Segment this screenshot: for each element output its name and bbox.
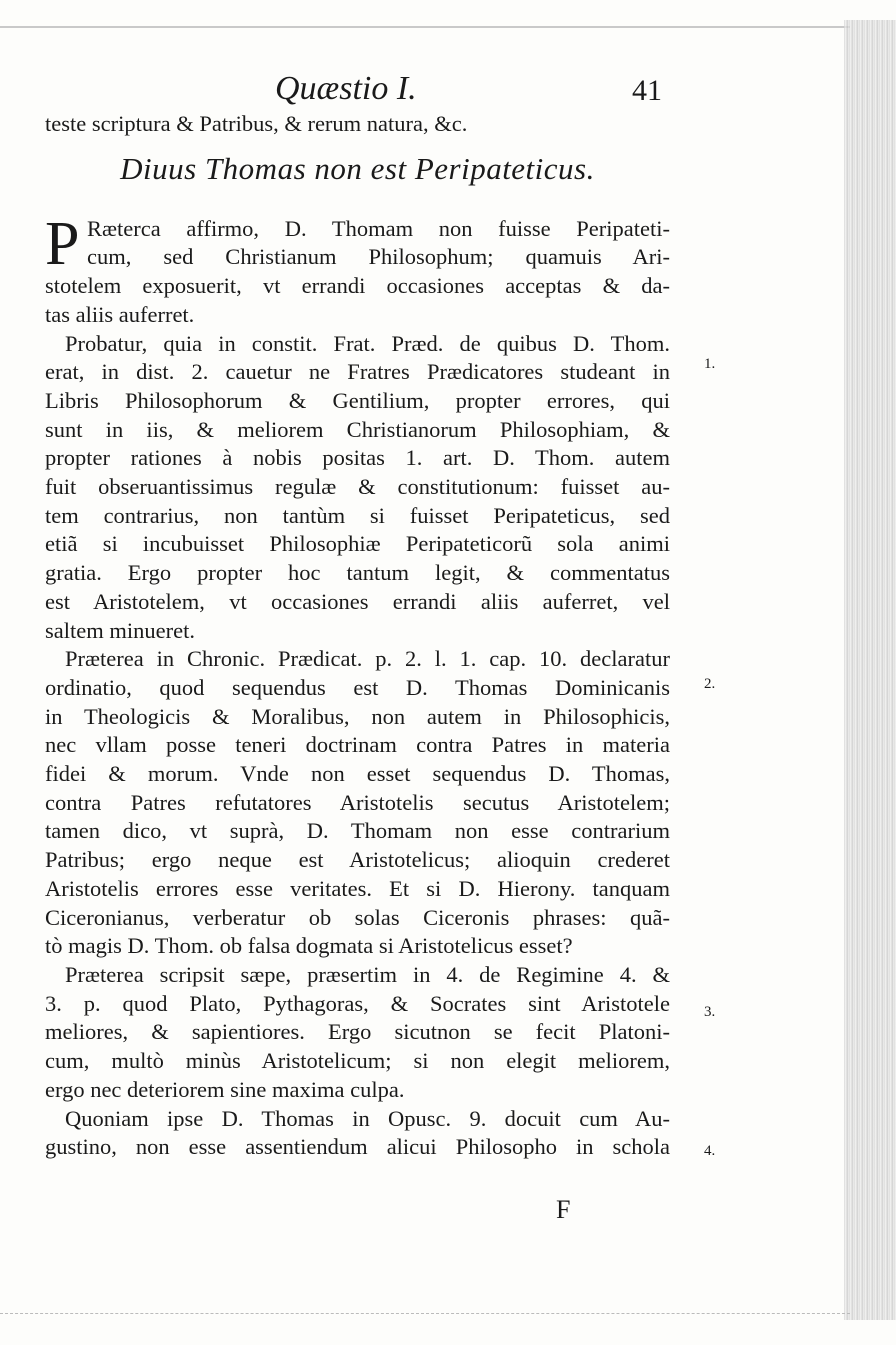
text-line: in Theologicis & Moralibus, non autem in Philosophicis,: [45, 703, 670, 729]
section-heading: Diuus Thomas non est Peripateticus.: [120, 150, 595, 186]
margin-note-1: 1.: [704, 356, 716, 372]
text-line: propter rationes à nobis positas 1. art. D. Thom. autem: [45, 445, 670, 471]
text-line: ordinatio, quod sequendus est D. Thomas Dominicanis: [45, 674, 670, 700]
margin-note-2: 2.: [704, 676, 716, 692]
paragraph-1: [45, 209, 670, 330]
text-line: tò magis D. Thom. ob falsa dogmata si Aristotelicus esset?: [45, 933, 573, 959]
signature-mark: F: [556, 1195, 571, 1224]
text-line: sunt in iis, & meliorem Christianorum Philosophiam, &: [45, 416, 670, 442]
main-text: [45, 110, 670, 1162]
page-number: 41: [632, 74, 662, 107]
margin-note-4: 4.: [704, 1143, 716, 1159]
text-line: nec vllam posse teneri doctrinam contra Patres in materia: [45, 732, 670, 758]
text-line: erat, in dist. 2. cauetur ne Fratres Prædicatores studeant in: [45, 359, 670, 385]
text-line: fidei & morum. Vnde non esset sequendus D. Thomas,: [45, 761, 670, 787]
text-line: 3. p. quod Plato, Pythagoras, & Socrates sint Aristotele: [45, 990, 670, 1016]
text-line: Ciceronianus, verberatur ob solas Ciceronis phrases: quã-: [45, 904, 670, 930]
text-line: Aristotelis errores esse veritates. Et si D. Hierony. tanquam: [45, 875, 670, 901]
page-bottom-edge: [0, 1313, 850, 1315]
text-line: gratia. Ergo propter hoc tantum legit, & commentatus: [45, 560, 670, 586]
text-line: stotelem exposuerit, vt errandi occasiones acceptas & da-: [45, 273, 670, 299]
paragraph-3: [45, 645, 670, 961]
page-header: [0, 70, 700, 110]
drop-cap: P: [45, 209, 80, 278]
page-right-edge: [844, 20, 896, 1320]
text-line: meliores, & sapientiores. Ergo sicutnon se fecit Platoni-: [45, 1019, 670, 1045]
text-line: Libris Philosophorum & Gentilium, propter errores, qui: [45, 387, 670, 413]
text-line: Patribus; ergo neque est Aristotelicus; alioquin crederet: [45, 847, 670, 873]
text-line: gustino, non esse assentiendum alicui Philosopho in schola: [45, 1134, 670, 1160]
text-line: ergo nec deteriorem sine maxima culpa.: [45, 1076, 405, 1102]
text-line: fuit obseruantissimus regulæ & constitutionum: fuisset au-: [45, 474, 670, 500]
text-line: Ræterca affirmo, D. Thomam non fuisse Peripateti-: [87, 215, 670, 241]
text-line: cum, multò minùs Aristotelicum; si non elegit meliorem,: [45, 1048, 670, 1074]
text-line: tem contrarius, non tantùm si fuisset Peripateticus, sed: [45, 502, 670, 528]
margin-note-3: 3.: [704, 1004, 716, 1020]
text-line: saltem minueret.: [45, 617, 195, 643]
text-line: Quoniam ipse D. Thomas in Opusc. 9. docuit cum Au-: [65, 1105, 670, 1131]
text-line: Præterea in Chronic. Prædicat. p. 2. l. 1. cap. 10. declaratur: [65, 646, 670, 672]
text-line: tamen dico, vt suprà, D. Thomam non esse contrarium: [45, 818, 670, 844]
paragraph-2: [45, 330, 670, 646]
text-line: contra Patres refutatores Aristotelis secutus Aristotelem;: [45, 789, 670, 815]
text-line: est Aristotelem, vt occasiones errandi aliis auferret, vel: [45, 588, 670, 614]
paragraph-5: [45, 1105, 670, 1162]
text-line: Probatur, quia in constit. Frat. Præd. de quibus D. Thom.: [65, 330, 670, 356]
text-line: etiã si incubuisset Philosophiæ Peripateticorũ sola animi: [45, 531, 670, 557]
text-line: cum, sed Christianum Philosophum; quamuis Ari-: [87, 244, 670, 270]
paragraph-4: [45, 961, 670, 1105]
text-line: tas aliis auferret.: [45, 301, 195, 327]
intro-line: teste scriptura & Patribus, & rerum natura, &c.: [45, 111, 468, 136]
page-top-edge: [0, 26, 850, 28]
running-title: Quæstio I.: [275, 70, 417, 107]
text-line: Præterea scripsit sæpe, præsertim in 4. de Regimine 4. &: [65, 961, 670, 987]
